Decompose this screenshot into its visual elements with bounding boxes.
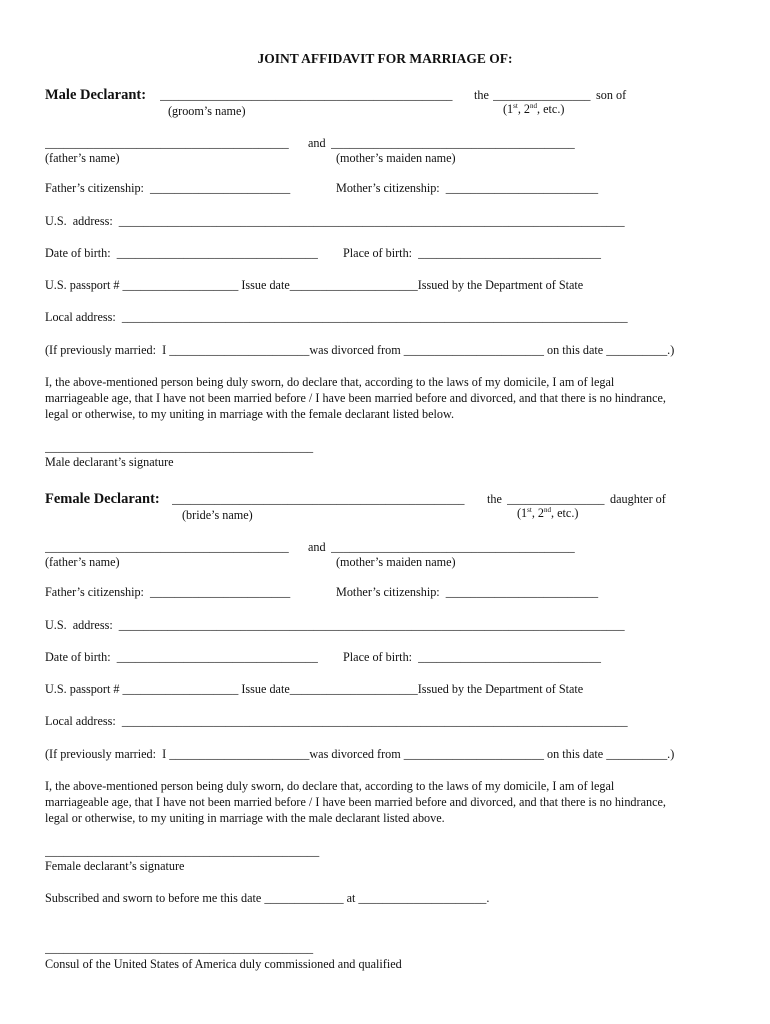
male-oath-paragraph (45, 374, 735, 422)
the-label: the (474, 88, 489, 102)
bride-name-caption: (bride’s name) (182, 508, 253, 522)
subscribed-sworn-row[interactable]: Subscribed and sworn to before me this date _____________ at _____________________. (45, 891, 490, 905)
us-address-field[interactable]: U.S. address: ___________________________________________________________________________________ (45, 619, 625, 632)
local-address-field[interactable]: Local address: ___________________________________________________________________________________ (45, 311, 628, 324)
father-name-caption: (father’s name) (45, 555, 120, 569)
place-of-birth-field[interactable]: Place of birth: ______________________________ (343, 650, 601, 664)
mother-name-field[interactable]: ________________________________________ (331, 541, 575, 554)
oath-line: I, the above-mentioned person being duly sworn, do declare that, according to the laws of my domicile, I am of legal (45, 779, 615, 793)
female-oath-paragraph (45, 778, 735, 826)
relation-label: daughter of (610, 492, 666, 506)
oath-line: legal or otherwise, to my uniting in marriage with the female declarant listed below. (45, 407, 455, 421)
father-name-caption: (father’s name) (45, 151, 120, 165)
oath-line: marriageable age, that I have not been married before / I have been married before and divorced, and that there is no hindrance, (45, 391, 666, 405)
groom-name-field[interactable]: ________________________________________________ (160, 89, 453, 102)
previous-marriage-row[interactable]: (If previously married: I _______________________was divorced from _______________________ on this date __________.) (45, 747, 675, 761)
male-signature-caption: Male declarant’s signature (45, 455, 174, 469)
local-address-field[interactable]: Local address: ___________________________________________________________________________________ (45, 715, 628, 728)
mother-citizenship-field[interactable]: Mother’s citizenship: _________________________ (336, 585, 599, 599)
date-of-birth-field[interactable]: Date of birth: _________________________________ (45, 246, 318, 260)
passport-row[interactable]: U.S. passport # ___________________ Issue date_____________________Issued by the Department of State (45, 278, 584, 292)
female-signature-caption: Female declarant’s signature (45, 859, 185, 873)
mother-name-caption: (mother’s maiden name) (336, 555, 456, 569)
previous-marriage-row[interactable]: (If previously married: I _______________________was divorced from _______________________ on this date __________.) (45, 343, 675, 357)
male-signature-line[interactable]: ____________________________________________ (45, 441, 314, 454)
female-declarant-heading: Female Declarant: (45, 491, 160, 507)
passport-row[interactable]: U.S. passport # ___________________ Issue date_____________________Issued by the Department of State (45, 682, 584, 696)
father-name-field[interactable]: ________________________________________ (45, 541, 289, 554)
form-title: JOINT AFFIDAVIT FOR MARRIAGE OF: (257, 51, 513, 66)
and-label: and (308, 540, 326, 554)
consul-signature-line[interactable]: ____________________________________________ (45, 942, 314, 955)
ordinal-field[interactable]: ________________ (493, 89, 591, 102)
father-name-field[interactable]: ________________________________________ (45, 137, 289, 150)
groom-name-caption: (groom’s name) (168, 104, 246, 118)
bride-name-field[interactable]: ________________________________________________ (172, 493, 465, 506)
father-citizenship-field[interactable]: Father’s citizenship: _______________________ (45, 181, 291, 195)
place-of-birth-field[interactable]: Place of birth: ______________________________ (343, 246, 601, 260)
ordinal-caption: (1st, 2nd, etc.) (503, 102, 565, 116)
the-label: the (487, 492, 502, 506)
consul-caption: Consul of the United States of America duly commissioned and qualified (45, 957, 402, 971)
mother-citizenship-field[interactable]: Mother’s citizenship: _________________________ (336, 181, 599, 195)
ordinal-caption: (1st, 2nd, etc.) (517, 506, 579, 520)
oath-line: I, the above-mentioned person being duly sworn, do declare that, according to the laws of my domicile, I am of legal (45, 375, 615, 389)
father-citizenship-field[interactable]: Father’s citizenship: _______________________ (45, 585, 291, 599)
and-label: and (308, 136, 326, 150)
mother-name-caption: (mother’s maiden name) (336, 151, 456, 165)
female-signature-line[interactable]: _____________________________________________ (45, 845, 320, 858)
oath-line: marriageable age, that I have not been married before / I have been married before and divorced, and that there is no hindrance, (45, 795, 666, 809)
oath-line: legal or otherwise, to my uniting in marriage with the male declarant listed above. (45, 811, 445, 825)
relation-label: son of (596, 88, 627, 102)
male-declarant-heading: Male Declarant: (45, 87, 147, 103)
mother-name-field[interactable]: ________________________________________ (331, 137, 575, 150)
date-of-birth-field[interactable]: Date of birth: _________________________________ (45, 650, 318, 664)
ordinal-field[interactable]: ________________ (507, 493, 605, 506)
us-address-field[interactable]: U.S. address: ___________________________________________________________________________________ (45, 215, 625, 228)
